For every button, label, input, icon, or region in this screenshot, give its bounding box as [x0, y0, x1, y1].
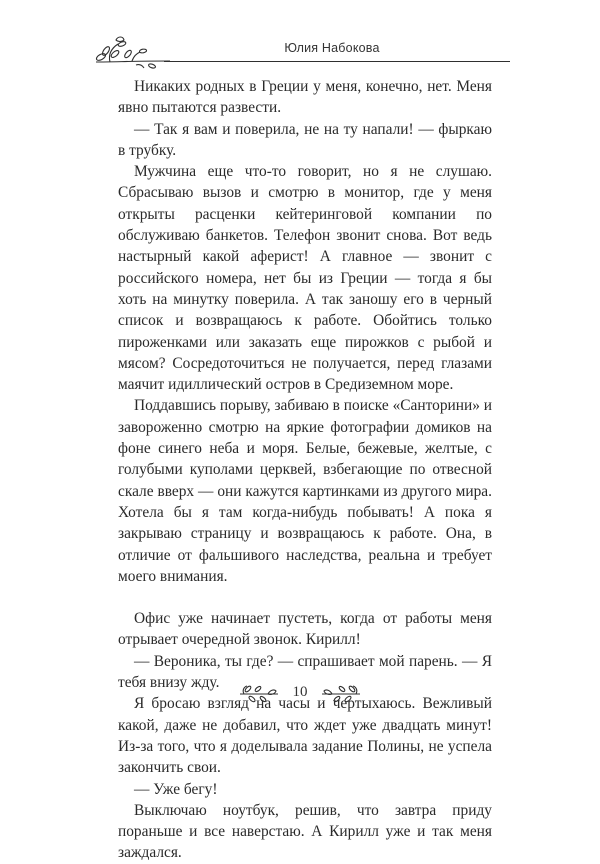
running-header	[92, 32, 510, 72]
paragraph: Выключаю ноутбук, решив, что завтра приду пораньше и все наверстаю. А Кирилл уже и так меня заждался.	[118, 801, 492, 862]
page-number: 10	[292, 684, 308, 700]
paragraph: — Уже бегу!	[134, 780, 218, 798]
paragraph: Офис уже начинает пустеть, когда от работы меня отрывает очередной звонок. Кирилл!	[118, 610, 492, 649]
paragraph: — Так я вам и поверила, не на ту напали! — фыркаю в трубку.	[118, 120, 492, 159]
paragraph: Никаких родных в Греции у меня, конечно, нет. Меня явно пытаются развести.	[118, 78, 492, 117]
flower-sprig-icon	[320, 680, 362, 708]
paragraph: Мужчина еще что-то говорит, но я не слушаю. Сбрасываю вызов и смотрю в монитор, где у меня открыты расценки кейтеринговой компании по обслуживаю банкетов. Телефон звонит снова. Вот ведь настырный какой аферист! А главное — звонит с российского номера, нет бы из Греции — тогда я бы хоть на минутку поверила. А так заношу его в черный список и возвращаюсь к работе. Обойтись только пироженками или заказать еще пирожков с рыбой и мясом? Сосредоточиться не получается, перед глазами маячит идиллический остров в Средиземном море.	[118, 163, 492, 394]
header-rule	[164, 61, 510, 62]
book-author: Юлия Набокова	[284, 41, 380, 55]
paragraph: Поддавшись порыву, забиваю в поиске «Санторини» и завороженно смотрю на яркие фотографии домиков на фоне синего неба и моря. Белые, бежевые, желтые, с голубыми куполами церквей, взбегающие по отвесной скале вверх — они кажутся картинками из другого мира. Хотела бы я там когда-нибудь побывать! А пока я закрываю страницу и возвращаюсь к работе. Она, в отличие от фальшивого наследства, реальна и требует моего внимания.	[118, 397, 493, 585]
page-body	[118, 76, 492, 864]
page-footer	[0, 676, 600, 712]
paragraph: Я бросаю взгляд на часы и чертыхаюсь. Вежливый какой, даже не добавил, что ждет уже двадцать минут! Из-за того, что я доделывала задание Полины, не успела закончить свои.	[118, 695, 492, 777]
paragraph: — Вероника, ты где? — спрашивает мой парень. — Я тебя внизу жду.	[118, 652, 492, 692]
flower-sprig-icon	[238, 680, 280, 708]
